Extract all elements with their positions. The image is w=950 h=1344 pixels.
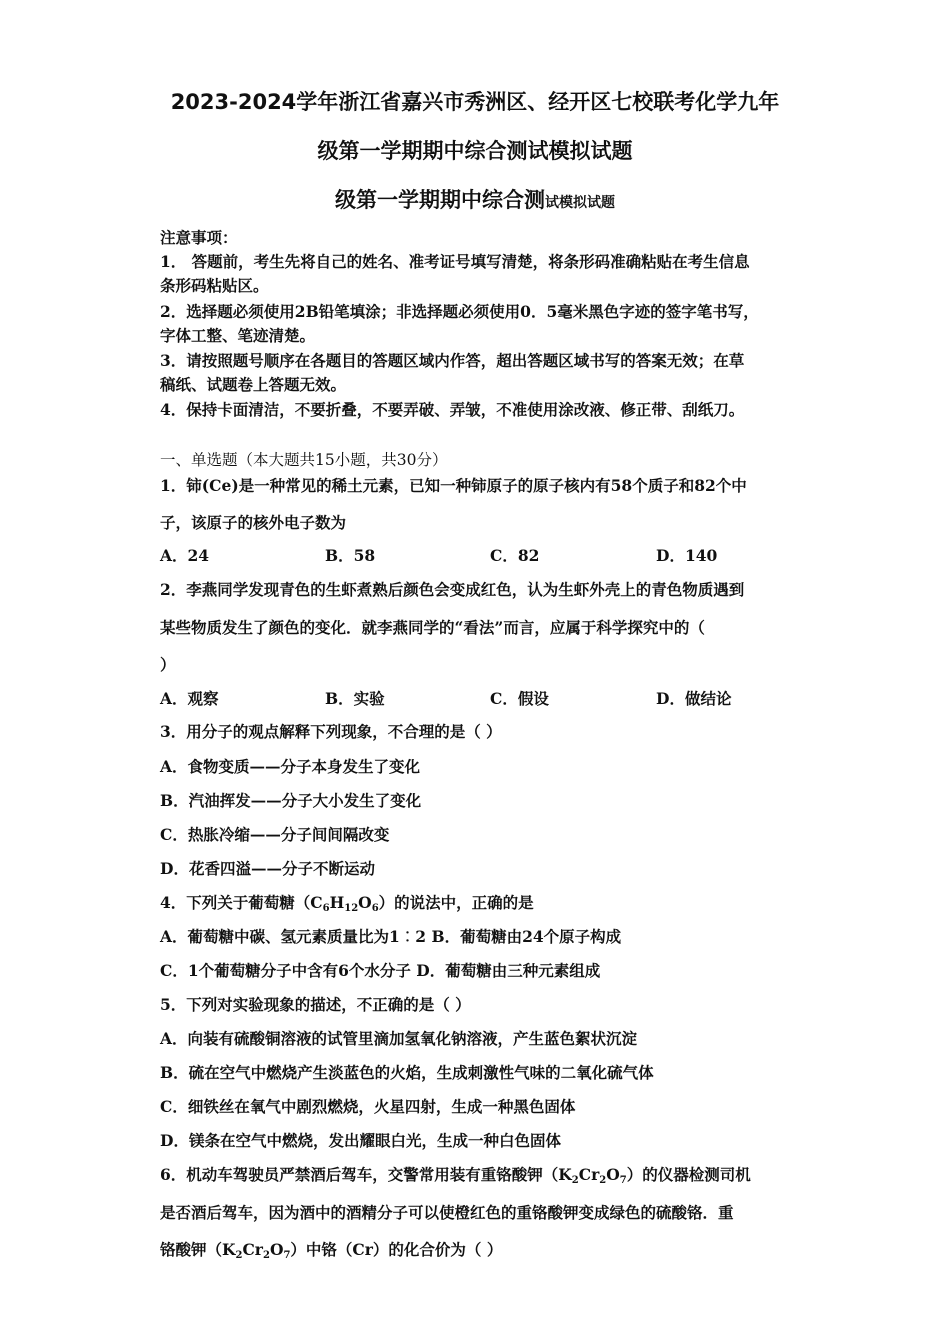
q6-formula-sub: 2 (599, 1175, 607, 1186)
q2-option-a: A．观察 (160, 689, 219, 708)
q6-formula-part: O (269, 1240, 284, 1259)
q3-option-d: D．花香四溢——分子不断运动 (160, 859, 375, 878)
q1-option-b: B．58 (325, 546, 376, 565)
question-2-line1: 2．李燕同学发现青色的生虾煮熟后颜色会变成红色，认为生虾外壳上的青色物质遇到 (160, 580, 745, 599)
document-title-line1: 2023-2024学年浙江省嘉兴市秀洲区、经开区七校联考化学九年 (170, 90, 780, 114)
q3-option-b: B．汽油挥发——分子大小发生了变化 (160, 791, 422, 810)
q6-line1-pre: 6．机动车驾驶员严禁酒后驾车，交警常用装有重铬酸钾（K (160, 1165, 572, 1184)
notice-item: 3．请按照题号顺序在各题目的答题区域内作答，超出答题区域书写的答案无效；在草 (160, 351, 745, 370)
q6-line1-post: ）的仪器检测司机 (626, 1165, 751, 1184)
q4-formula-sub: 6 (371, 903, 379, 914)
q6-formula-part: O (606, 1165, 620, 1184)
q6-formula-sub: 7 (619, 1175, 627, 1186)
question-5-stem: 5．下列对实验现象的描述，不正确的是（ ） (160, 995, 471, 1014)
question-4-stem (160, 893, 534, 919)
q1-option-a: A．24 (160, 546, 210, 565)
q6-formula-part: Cr (242, 1240, 263, 1259)
q2-option-b: B．实验 (325, 689, 385, 708)
subtitle-small: 试模拟试题 (545, 195, 615, 211)
q1-option-c: C．82 (490, 546, 540, 565)
question-1-line2: 子，该原子的核外电子数为 (160, 513, 347, 532)
q4-options-cd: C．1个葡萄糖分子中含有6个水分子 D．葡萄糖由三种元素组成 (160, 961, 601, 980)
q5-option-d: D．镁条在空气中燃烧，发出耀眼白光，生成一种白色固体 (160, 1131, 561, 1150)
question-2-line3: ） (160, 655, 176, 674)
q2-option-c: C．假设 (490, 689, 549, 708)
question-6-line2: 是否酒后驾车，因为酒中的酒精分子可以使橙红色的重铬酸钾变成绿色的硫酸铬．重 (160, 1203, 734, 1222)
q6-formula-part: Cr (578, 1165, 600, 1184)
q6-formula-sub: 2 (262, 1250, 270, 1261)
q4-formula-sub: 12 (344, 903, 359, 914)
q5-option-b: B．硫在空气中燃烧产生淡蓝色的火焰，生成刺激性气味的二氧化硫气体 (160, 1063, 654, 1082)
q3-option-c: C．热胀冷缩——分子间间隔改变 (160, 825, 390, 844)
question-6-line3 (160, 1240, 502, 1266)
document-subtitle (0, 186, 950, 217)
question-6-line1 (160, 1165, 751, 1191)
notice-item: 稿纸、试题卷上答题无效。 (160, 375, 347, 394)
q4-options-ab: A．葡萄糖中碳、氢元素质量比为1︰2 B．葡萄糖由24个原子构成 (160, 927, 622, 946)
q6-line3-post: ）中铬（Cr）的化合价为（ ） (290, 1240, 503, 1259)
q1-option-d: D．140 (656, 546, 718, 565)
q3-option-a: A．食物变质——分子本身发生了变化 (160, 757, 421, 776)
q6-formula-sub: 2 (235, 1250, 243, 1261)
subtitle-large: 级第一学期期中综合测 (335, 188, 545, 212)
q2-option-d: D．做结论 (656, 689, 732, 708)
notice-item: 字体工整、笔迹清楚。 (160, 326, 316, 345)
q5-option-a: A．向装有硫酸铜溶液的试管里滴加氢氧化钠溶液，产生蓝色絮状沉淀 (160, 1029, 638, 1048)
q4-formula-part: H (329, 893, 345, 912)
question-2-line2: 某些物质发生了颜色的变化．就李燕同学的“看法”而言，应属于科学探究中的（ (160, 618, 705, 637)
q4-formula-part: O (358, 893, 372, 912)
question-1-line1: 1．铈(Ce)是一种常见的稀土元素，已知一种铈原子的原子核内有58个质子和82个中 (160, 476, 747, 495)
notice-item: 1． 答题前，考生先将自己的姓名、准考证号填写清楚，将条形码准确粘贴在考生信息 (160, 252, 750, 271)
question-3-stem: 3．用分子的观点解释下列现象，不合理的是（ ） (160, 722, 502, 741)
q4-stem-pre: 4．下列关于葡萄糖（C (160, 893, 323, 912)
notice-item: 条形码粘贴区。 (160, 276, 269, 295)
q6-formula-sub: 7 (283, 1250, 291, 1261)
notice-heading: 注意事项： (160, 228, 238, 247)
notice-item: 2．选择题必须使用2B铅笔填涂；非选择题必须使用0．5毫米黑色字迹的签字笔书写， (160, 302, 759, 321)
q4-stem-post: ）的说法中，正确的是 (378, 893, 534, 912)
q5-option-c: C．细铁丝在氧气中剧烈燃烧，火星四射，生成一种黑色固体 (160, 1097, 576, 1116)
q4-formula-sub: 6 (322, 903, 330, 914)
document-title-line2: 级第一学期期中综合测试模拟试题 (317, 139, 633, 163)
q6-line3-pre: 铬酸钾（K (160, 1240, 236, 1259)
notice-item: 4．保持卡面清洁，不要折叠，不要弄破、弄皱，不准使用涂改液、修正带、刮纸刀。 (160, 400, 745, 419)
section-heading: 一、单选题（本大题共15小题，共30分） (160, 451, 448, 469)
q6-formula-sub: 2 (571, 1175, 579, 1186)
